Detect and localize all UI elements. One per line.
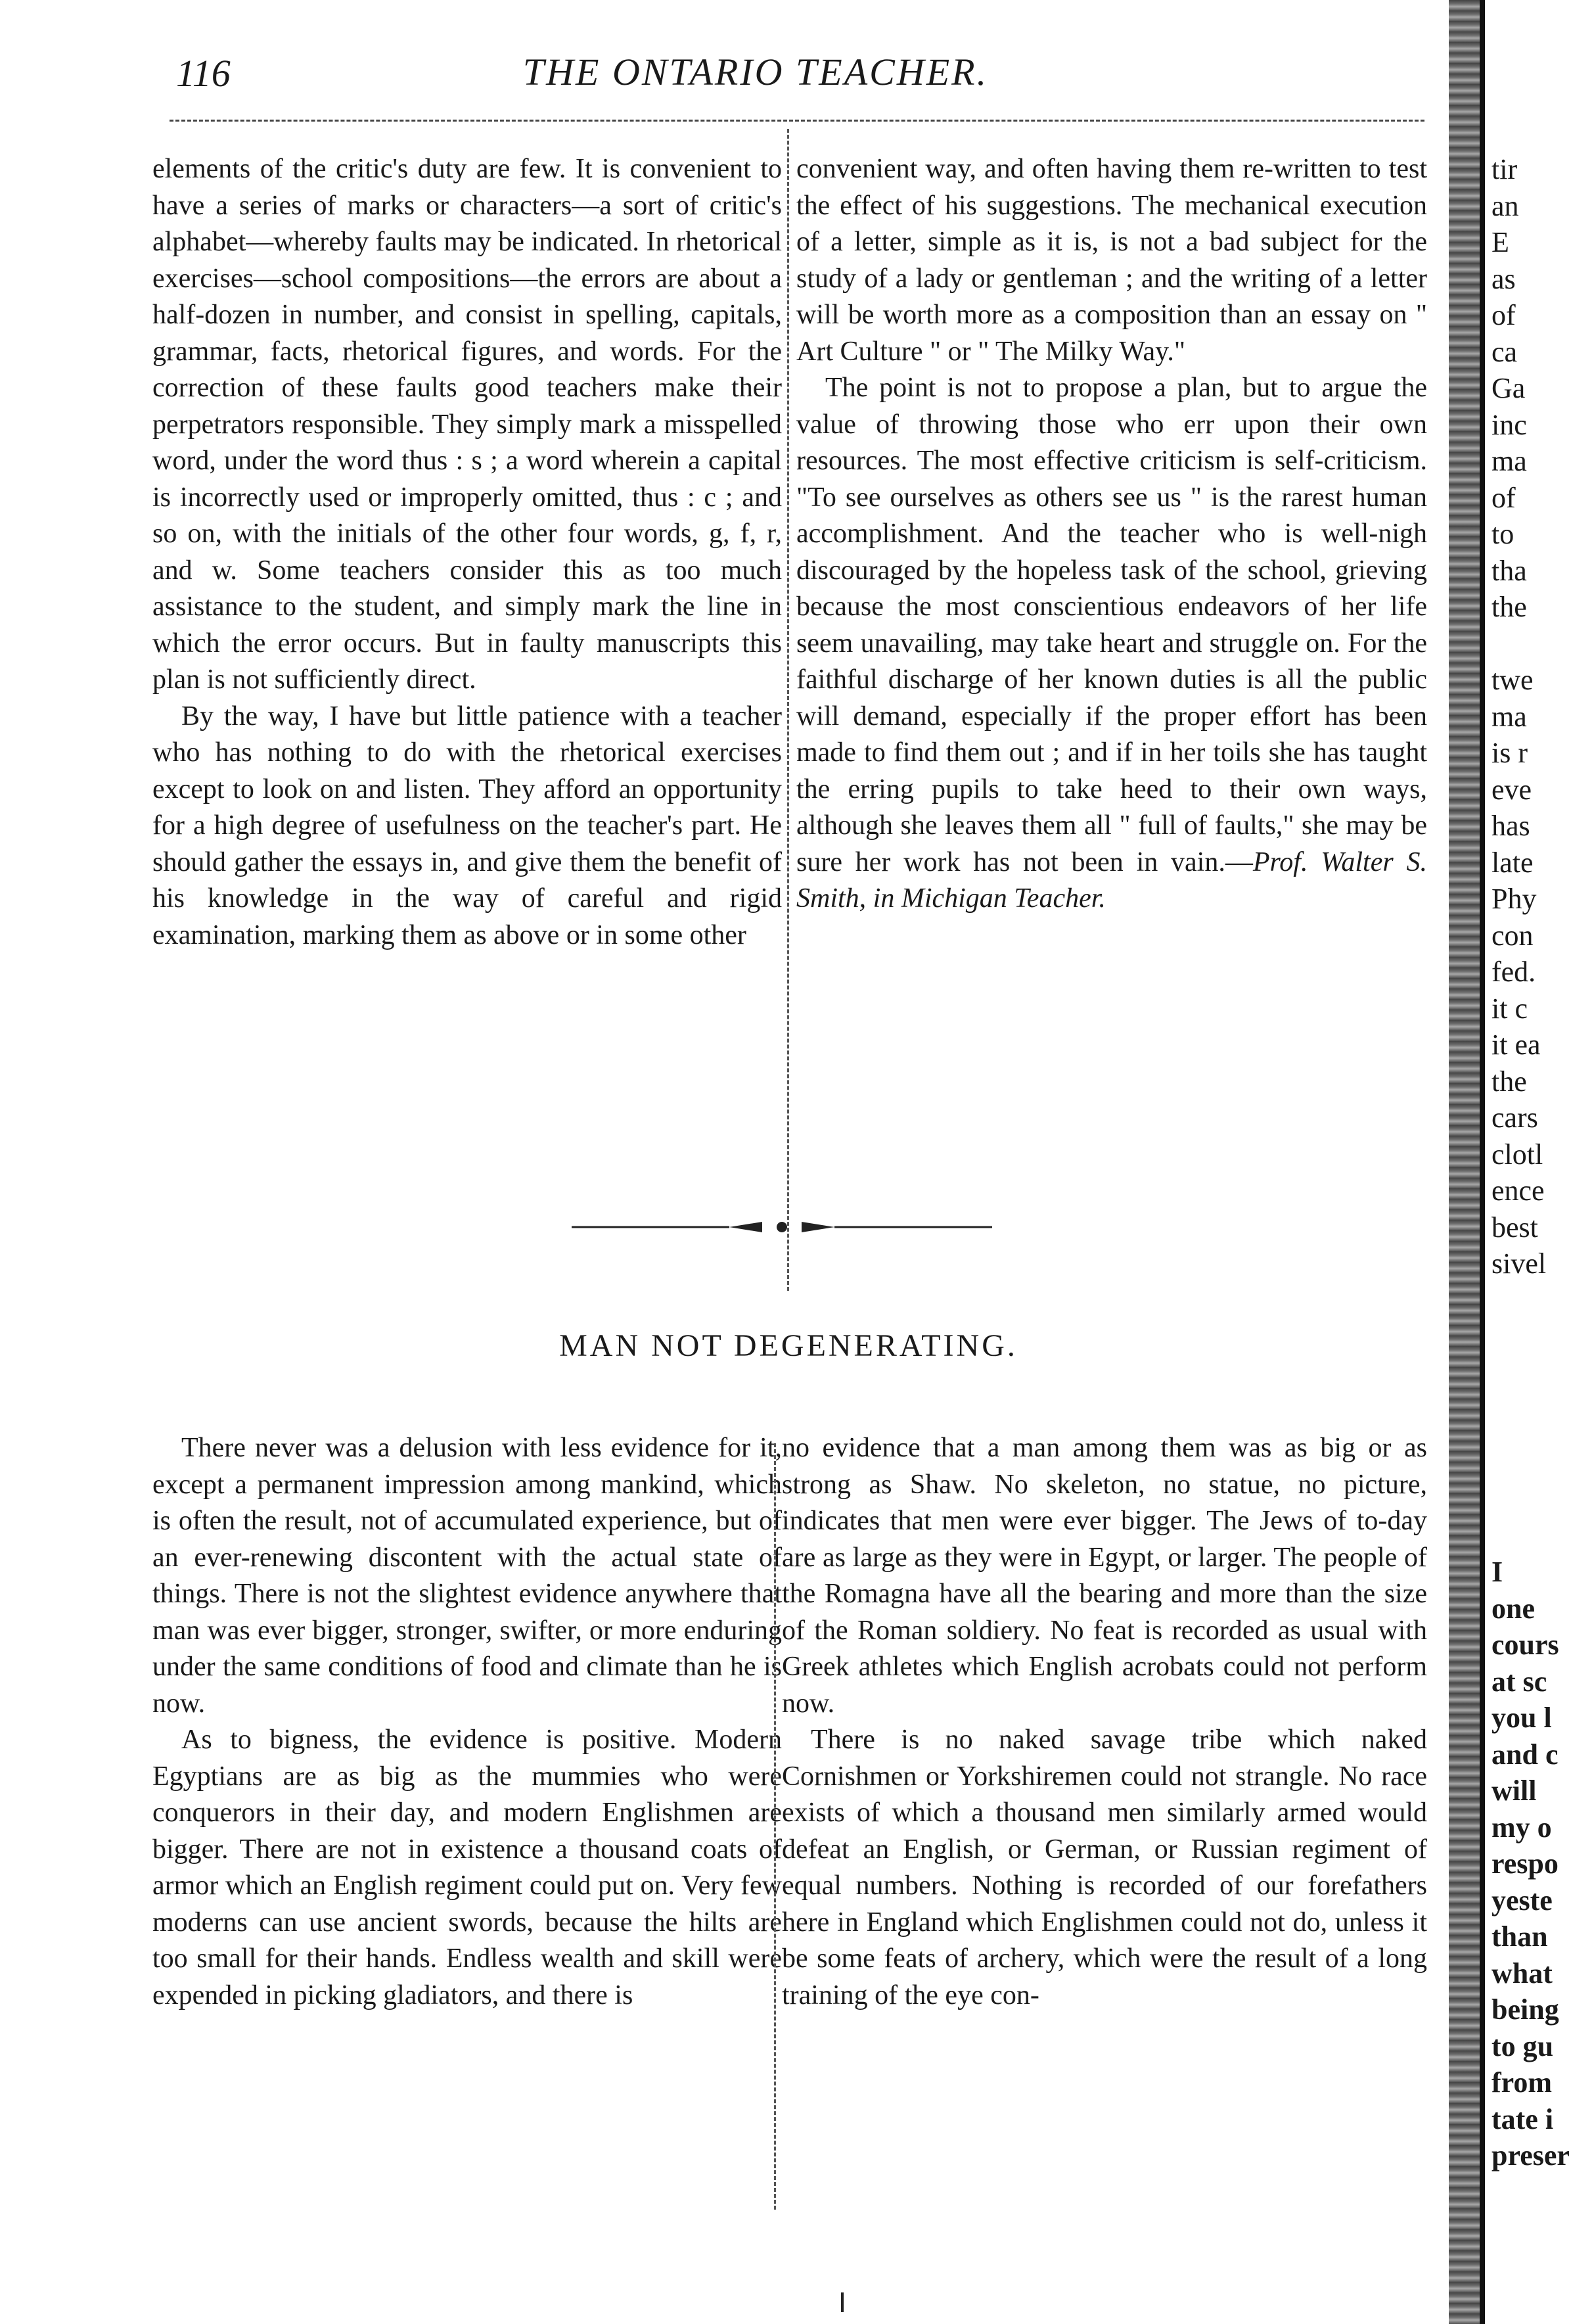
fragment-line: E bbox=[1491, 226, 1509, 258]
fragment-line: best bbox=[1491, 1211, 1538, 1243]
fragment-line: of bbox=[1491, 299, 1516, 331]
fragment-line: sivel bbox=[1491, 1247, 1547, 1280]
fragment-line: will bbox=[1491, 1775, 1537, 1807]
fragment-line: the bbox=[1491, 591, 1527, 623]
article2-column-right bbox=[782, 1430, 1427, 2014]
fragment-line: it ea bbox=[1491, 1029, 1541, 1061]
fragment-line: yeste bbox=[1491, 1884, 1553, 1917]
fragment-line: clotl bbox=[1491, 1138, 1543, 1171]
article1-column-right bbox=[796, 151, 1427, 918]
fragment-line: fed. bbox=[1491, 956, 1536, 988]
fragment-line: ence bbox=[1491, 1174, 1545, 1207]
fragment-line: Ga bbox=[1491, 372, 1526, 404]
running-head: THE ONTARIO TEACHER. bbox=[522, 51, 989, 93]
fragment-line: tate i bbox=[1491, 2103, 1554, 2135]
fragment-line: an bbox=[1491, 189, 1519, 222]
column-divider bbox=[787, 129, 789, 1291]
fragment-line: to bbox=[1491, 518, 1514, 550]
fragment-line: tha bbox=[1491, 554, 1527, 587]
article1-column-left bbox=[152, 151, 782, 954]
paragraph: By the way, I have but little patience with a teacher who has nothing to do with the rhetorical exercises except to look on and listen. They afford an opportunity for a high degree of usefulness on the teacher's part. He should gather the essays in, and give them the benefit of his knowledge in the way of careful and rigid examination, marking them as above or in some other bbox=[152, 701, 782, 950]
fragment-line: late bbox=[1491, 846, 1534, 879]
paragraph: As to bigness, the evidence is positive. Modern Egyptians are as big as the mummies who were conquerors in their day, and modern Englishmen are bigger. There are not in existence a thousand coats of armor which an English regiment could put on. Very few moderns can use ancient swords, because the hilts are too small for their hands. Endless wealth and skill were expended in picking gladiators, and there is bbox=[152, 1725, 782, 2010]
fragment-line: to gu bbox=[1491, 2030, 1554, 2062]
binding-edge bbox=[1480, 0, 1485, 2324]
facing-page-fragment-upper bbox=[1491, 151, 1571, 1282]
header-rule bbox=[170, 120, 1424, 122]
fragment-line: my o bbox=[1491, 1811, 1552, 1844]
paragraph: elements of the critic's duty are few. It is convenient to have a series of marks or characters—a sort of critic's alphabet—whereby faults may be indicated. In rhetorical exercises—school compositions—the errors are about a half-dozen in number, and consist in spelling, capitals, grammar, facts, rhetorical figures, and words. For the correction of these faults good teachers make their perpetrators responsible. They simply mark a misspelled word, under the word thus : s ; a word wherein a capital is incorrectly used or improperly omitted, thus : c ; and so on, with the initials of the other four words, g, f, r, and w. Some teachers consider this as too much assistance to the student, and simply mark the line in which the error occurs. But in faulty manuscripts this plan is not sufficiently direct. bbox=[152, 154, 782, 695]
book-binding bbox=[1449, 0, 1483, 2324]
fragment-line: I bbox=[1491, 1556, 1503, 1588]
fragment-line: being bbox=[1491, 1993, 1559, 2026]
fragment-line: it c bbox=[1491, 992, 1528, 1025]
fragment-line: than bbox=[1491, 1920, 1548, 1953]
facing-page-fragment-lower bbox=[1491, 1554, 1571, 2174]
fragment-line: Phy bbox=[1491, 883, 1537, 915]
fragment-line bbox=[1491, 626, 1571, 662]
fragment-line: the bbox=[1491, 1065, 1527, 1098]
fragment-line: inc bbox=[1491, 408, 1527, 441]
fragment-line: cars bbox=[1491, 1102, 1538, 1134]
paragraph: There never was a delusion with less evidence for it, except a permanent impression among mankind, which is often the result, not of accumulated experience, but of an ever-renewing discontent with the actual state of things. There is not the slightest evidence anywhere that man was ever bigger, stronger, swifter, or more enduring under the same conditions of food and climate than he is now. bbox=[152, 1433, 782, 1719]
paragraph bbox=[796, 370, 1427, 918]
column-divider bbox=[774, 1443, 776, 2210]
fragment-line: you l bbox=[1491, 1702, 1552, 1734]
fragment-line: cours bbox=[1491, 1629, 1559, 1661]
fragment-line: tir bbox=[1491, 153, 1518, 185]
section-title: MAN NOT DEGENERATING. bbox=[559, 1328, 1018, 1363]
section-ornament bbox=[572, 1217, 992, 1237]
fragment-line: con bbox=[1491, 919, 1534, 952]
paragraph: convenient way, and often having them re-written to test the effect of his suggestions. The mechanical execution of a letter, simple as it is, is not a bad subject for the study of a lady or gentleman ; and the writing of a letter will be worth more as a composition than an essay on " Art Culture " or " The Milky Way." bbox=[796, 154, 1427, 367]
fragment-line: ca bbox=[1491, 335, 1518, 368]
paragraph-text: The point is not to propose a plan, but to argue the value of throwing those who err upon their own resources. The most effective criticism is self-criticism. "To see ourselves as others see us " is the rarest human accomplishment. And the teacher who is well-nigh discouraged by the hopeless task of the school, grieving because the most conscientious endeavors of her life seem unavailing, may take heart and struggle on. For the faithful discharge of her known duties is all the public will demand, especially if the proper effort has been made to find them out ; and if in her toils she has taught the erring pupils to take heed to their own ways, although she leaves them all " full of faults," she may be sure her work has not been in vain.— bbox=[796, 373, 1427, 877]
article2-column-left bbox=[152, 1430, 782, 2014]
fragment-line: ma bbox=[1491, 700, 1527, 733]
page-number: 116 bbox=[176, 52, 231, 95]
paragraph: no evidence that a man among them was as big or as strong as Shaw. No skeleton, no statue, no picture, indicates that men were ever bigger. The Jews of to-day are as large as they were in Egypt, or larger. The people of the Romagna have all the bearing and more than the size of the Roman soldiery. No feat is recorded as usual with Greek athletes which English acrobats could not perform now. bbox=[782, 1433, 1427, 1719]
attribution: Prof. Walter S. Smith, in Michigan Teacher. bbox=[796, 847, 1427, 914]
fragment-line: twe bbox=[1491, 664, 1534, 696]
fragment-line: what bbox=[1491, 1957, 1553, 1989]
fragment-line: respo bbox=[1491, 1848, 1559, 1880]
bottom-mark bbox=[841, 2292, 844, 2312]
fragment-line: is r bbox=[1491, 737, 1528, 769]
fragment-line: has bbox=[1491, 810, 1530, 842]
fragment-line: and c bbox=[1491, 1738, 1559, 1771]
fragment-line: eve bbox=[1491, 773, 1532, 806]
fragment-line: at sc bbox=[1491, 1665, 1547, 1698]
fragment-line: one bbox=[1491, 1592, 1535, 1625]
fragment-line: of bbox=[1491, 481, 1516, 514]
fragment-line: preser bbox=[1491, 2139, 1570, 2172]
fragment-line: ma bbox=[1491, 445, 1527, 477]
fragment-line: from bbox=[1491, 2066, 1553, 2099]
fragment-line: as bbox=[1491, 262, 1516, 295]
paragraph: There is no naked savage tribe which naked Cornishmen or Yorkshiremen could not strangle. No race exists of which a thousand men similarly armed would defeat an English, or German, or Russian regiment of equal numbers. Nothing is recorded of our forefathers here in England which Englishmen could not do, unless it be some feats of archery, which were the result of a long training of the eye con- bbox=[782, 1725, 1427, 2010]
